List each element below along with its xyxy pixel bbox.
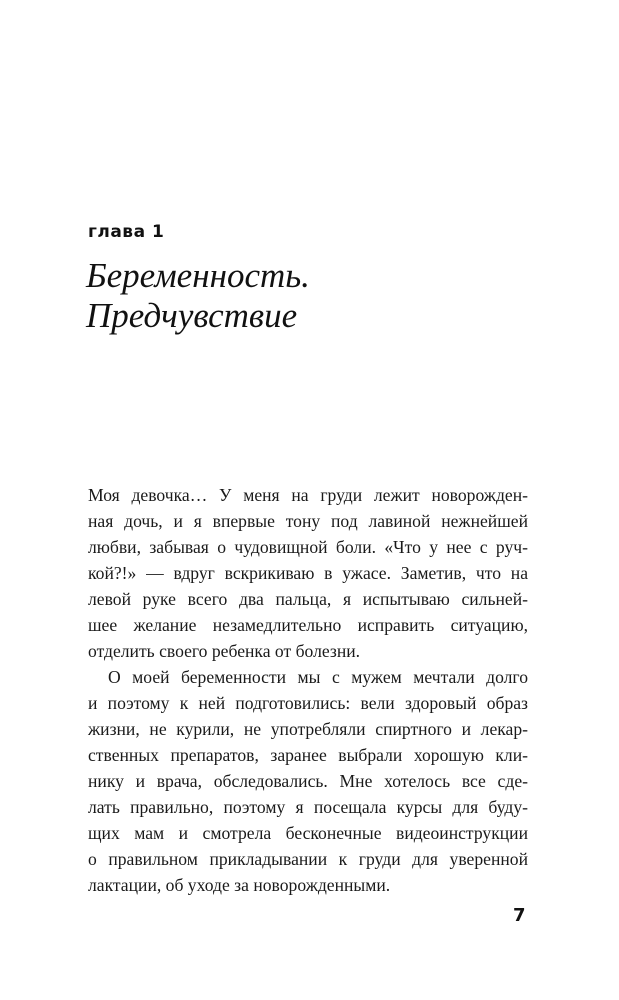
text-line: щих мам и смотрела бесконечные видеоинструкции — [88, 823, 528, 843]
body-text — [88, 482, 528, 898]
text-line: Моя девочка… У меня на груди лежит новорожден- — [88, 485, 528, 505]
text-line: О моей беременности мы с мужем мечтали долго — [108, 667, 528, 687]
text-line: жизни, не курили, не употребляли спиртного и лекар- — [88, 719, 528, 739]
text-line: лать правильно, поэтому я посещала курсы для буду- — [88, 797, 528, 817]
text-line: левой руке всего два пальца, я испытываю сильней- — [88, 589, 528, 609]
text-line: и поэтому к ней подготовились: вели здоровый образ — [88, 693, 528, 713]
chapter-title-line: Предчувствие — [86, 296, 298, 335]
text-line: ственных препаратов, заранее выбрали хорошую кли- — [88, 745, 528, 765]
text-line: лактации, об уходе за новорожденными. — [88, 875, 391, 895]
chapter-title-line: Беременность. — [86, 256, 310, 295]
text-line: о правильном прикладывании к груди для уверенной — [88, 849, 528, 869]
paragraph — [88, 664, 528, 898]
text-line: ная дочь, и я впервые тону под лавиной нежнейшей — [88, 511, 528, 531]
page-number: 7 — [513, 905, 526, 926]
text-line: отделить своего ребенка от болезни. — [88, 641, 361, 661]
text-line: нику и врача, обследовались. Мне хотелось все сде- — [88, 771, 528, 791]
chapter-label: глава 1 — [88, 222, 165, 242]
paragraph — [88, 482, 528, 664]
text-line: кой?!» — вдруг вскрикиваю в ужасе. Заметив, что на — [88, 563, 528, 583]
text-line: шее желание незамедлительно исправить ситуацию, — [88, 615, 528, 635]
text-line: любви, забывая о чудовищной боли. «Что у нее с руч- — [88, 537, 528, 557]
chapter-title — [86, 256, 546, 336]
